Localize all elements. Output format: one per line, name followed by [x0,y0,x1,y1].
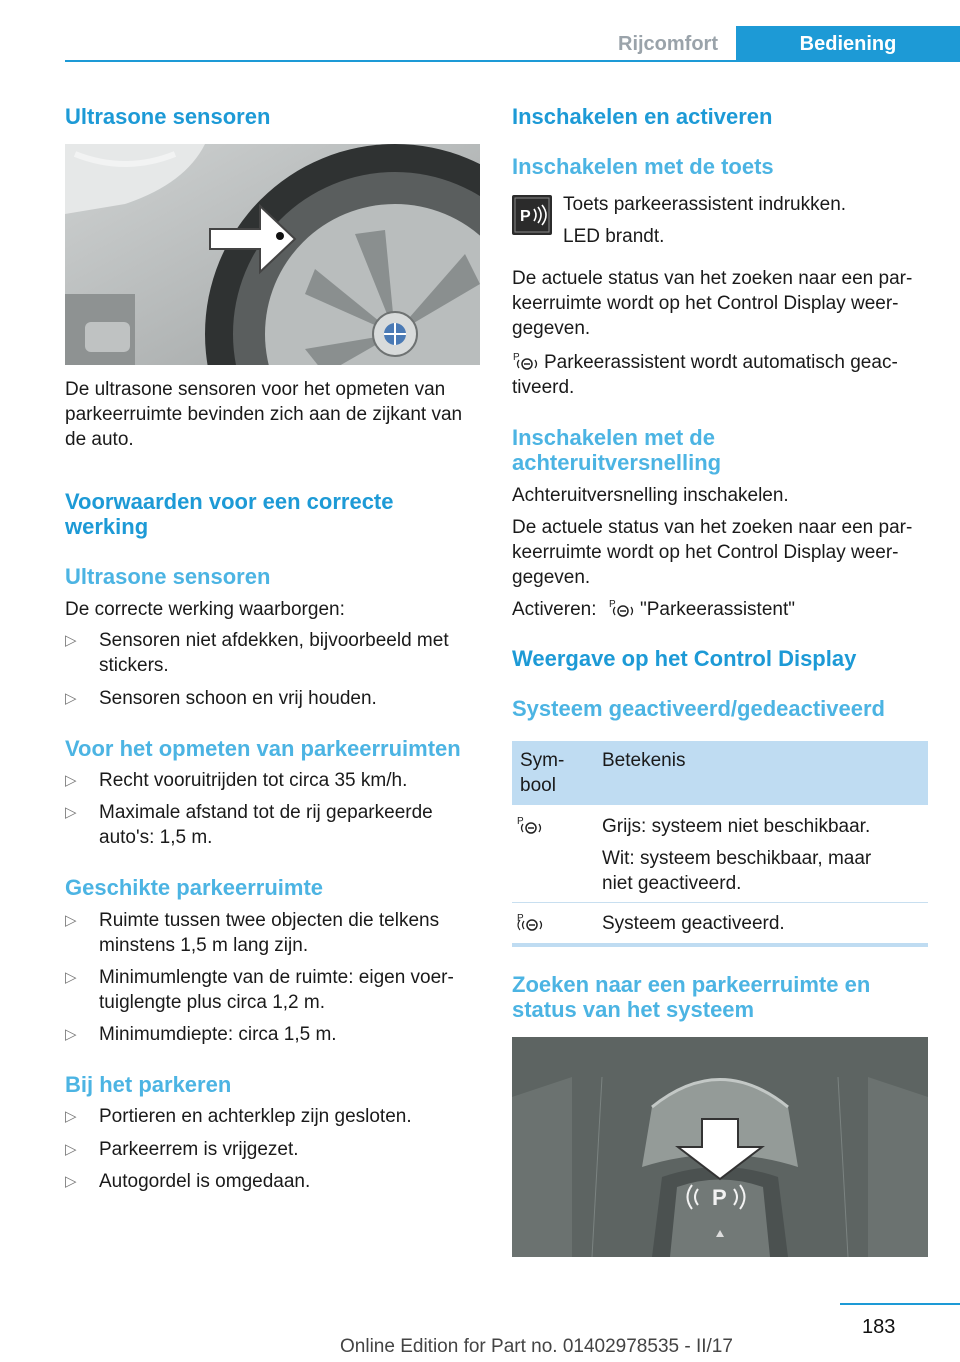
svg-text:P: P [609,599,616,610]
heading-achteruit: Inschakelen met de achteruitversnelling [512,425,722,475]
bullet-triangle-icon: ▷ [65,804,77,821]
heading-weergave: Weergave op het Control Display [512,646,857,671]
waarborgen-text: De correcte werking waarborgen: [65,599,345,620]
table-divider [512,902,928,903]
display-p-label: P [712,1185,727,1210]
heading-zoeken: Zoeken naar een parkeerruimte en status van het systeem [512,972,871,1022]
svg-text:P: P [517,913,524,924]
parking-assist-icon [608,597,634,621]
edition-footer: Online Edition for Part no. 01402978535 - II/17 [340,1336,733,1357]
table-cell: Systeem geactiveerd. [602,913,785,934]
bullet-triangle-icon: ▷ [65,1141,77,1158]
list-item: ▷ Sensoren schoon en vrij houden. [65,688,377,709]
status-text-2: De actuele status van het zoeken naar een par-keerruimte wordt op het Control Display weer-gegeven. [512,517,913,588]
list-item: ▷ Maximale afstand tot de rij geparkeerde auto's: 1,5 m. [65,802,433,848]
bullet-triangle-icon: ▷ [65,969,77,986]
auto-activated-text: Parkeerassistent wordt automatisch geac-tiveerd. [512,352,898,398]
heading-geschikt: Geschikte parkeerruimte [65,875,324,900]
bullet-triangle-icon: ▷ [65,1026,77,1043]
park-assist-button-icon [512,195,552,235]
table-col-symbool: Sym-bool [520,750,565,796]
list-item: ▷ Sensoren niet afdekken, bijvoorbeeld met stickers. [65,630,449,676]
page-number: 183 [862,1316,896,1338]
svg-text:P: P [520,208,531,225]
bullet-triangle-icon: ▷ [65,1173,77,1190]
header-rule [65,60,960,62]
bullet-triangle-icon: ▷ [65,772,77,789]
bullet-triangle-icon: ▷ [65,1108,77,1125]
activeren-label: Activeren: [512,599,597,620]
list-item: ▷ Portieren en achterklep zijn gesloten. [65,1106,412,1127]
heading-voorwaarden: Voorwaarden voor een correcte werking [65,489,394,539]
list-item: ▷ Minimumdiepte: circa 1,5 m. [65,1024,337,1045]
list-item: ▷ Recht vooruitrijden tot circa 35 km/h. [65,770,408,791]
heading-systeem: Systeem geactiveerd/gedeactiveerd [512,696,885,721]
heading-ultrasone-sensoren: Ultrasone sensoren [65,104,271,129]
table-col-betekenis: Betekenis [602,750,686,771]
heading-toets: Inschakelen met de toets [512,154,774,179]
header-section-tab[interactable]: Rijcomfort [618,32,718,55]
parking-assist-grey-icon [516,814,542,838]
heading-sensoren-sub: Ultrasone sensoren [65,564,271,589]
header-active-tab[interactable]: Bediening [736,26,960,62]
achteruit-text: Achteruitversnelling inschakelen. [512,485,789,506]
bullet-triangle-icon: ▷ [65,690,77,707]
list-item: ▷ Parkeerrem is vrijgezet. [65,1139,299,1160]
bullet-triangle-icon: ▷ [65,912,77,929]
table-cell: Grijs: systeem niet beschikbaar. [602,816,871,837]
heading-inschakelen: Inschakelen en activeren [512,104,773,129]
heading-opmeten: Voor het opmeten van parkeerruimten [65,736,461,761]
bullet-triangle-icon: ▷ [65,632,77,649]
status-text-1: De actuele status van het zoeken naar een par-keerruimte wordt op het Control Display weer-gegeven. [512,268,913,339]
table-cell: Wit: systeem beschikbaar, maar niet geactiveerd. [602,848,872,894]
list-item: ▷ Autogordel is omgedaan. [65,1171,311,1192]
table-bottom-rule [512,943,928,947]
parking-assist-active-icon [516,911,544,935]
svg-text:P: P [517,816,524,827]
sensor-photo [65,144,480,365]
list-item: ▷ Ruimte tussen twee objecten die telkens minstens 1,5 m lang zijn. [65,910,440,956]
svg-text:P: P [513,352,520,363]
footer-rule [840,1303,960,1305]
toets-instruction: Toets parkeerassistent indrukken. [563,194,847,215]
list-item: ▷ Minimumlengte van de ruimte: eigen voer-tuiglengte plus circa 1,2 m. [65,967,454,1013]
led-status: LED brandt. [563,226,665,247]
sensor-caption: De ultrasone sensoren voor het opmeten van parkeerruimte bevinden zich aan de zijkant van de auto. [65,379,463,450]
heading-parkeren: Bij het parkeren [65,1072,232,1097]
control-display-image [512,1037,928,1257]
activeren-menu-item: "Parkeerassistent" [640,599,795,620]
